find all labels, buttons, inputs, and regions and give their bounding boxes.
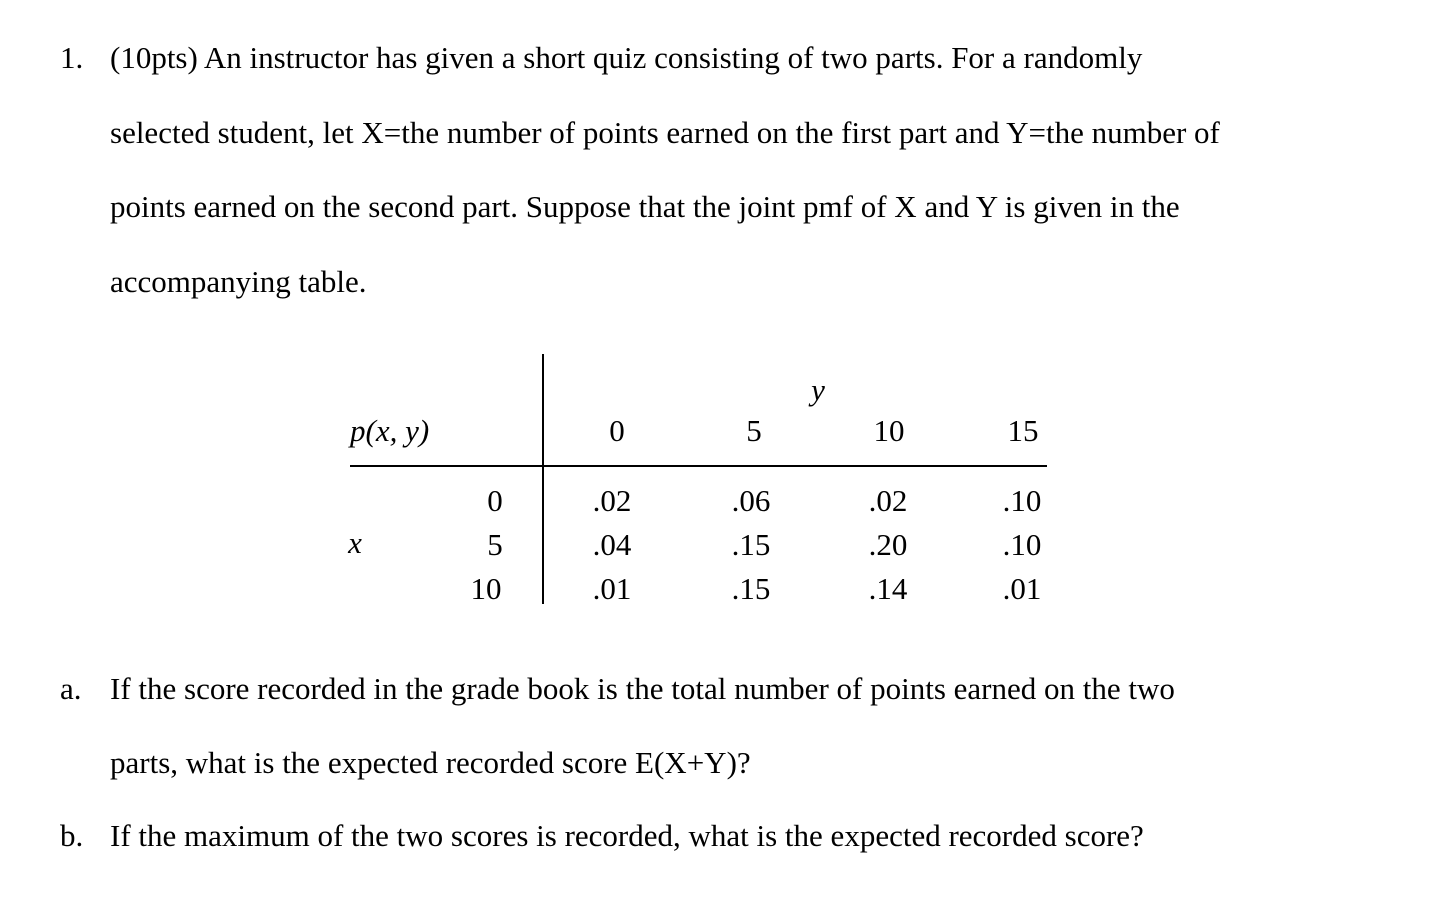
problem-text-line-4: accompanying table. [110,264,367,299]
joint-pmf-table [340,350,1060,610]
table-cell: .01 [592,571,632,606]
problem-text-line-1: (10pts) An instructor has given a short quiz consisting of two parts. For a randomly [110,40,1143,75]
x-value-1: 5 [487,527,503,562]
part-b-line-1: If the maximum of the two scores is recorded, what is the expected recorded score? [110,818,1144,853]
x-value-0: 0 [487,483,503,518]
y-header-1: 5 [746,413,762,448]
table-cell: .02 [592,483,632,518]
part-a-line-2: parts, what is the expected recorded score E(X+Y)? [110,745,751,780]
table-cell: .10 [1002,527,1042,562]
problem-text-line-3: points earned on the second part. Suppose that the joint pmf of X and Y is given in the [110,189,1180,224]
table-cell: .20 [868,527,908,562]
y-header-2: 10 [873,413,905,448]
part-b-label: b. [60,818,84,853]
table-cell: .01 [1002,571,1042,606]
part-a-line-1: If the score recorded in the grade book is the total number of points earned on the two [110,671,1175,706]
table-cell: .15 [731,527,771,562]
column-variable-label: y [811,372,825,407]
part-a-label: a. [60,671,82,706]
row-variable-label: x [348,525,362,560]
table-corner-label: p(x, y) [350,413,430,448]
table-horizontal-rule [350,465,1047,467]
table-cell: .06 [731,483,771,518]
y-header-3: 15 [1007,413,1039,448]
table-vertical-rule [542,354,544,604]
table-cell: .14 [868,571,908,606]
table-cell: .04 [592,527,632,562]
problem-text-line-2: selected student, let X=the number of points earned on the first part and Y=the number of [110,115,1220,150]
y-header-0: 0 [609,413,625,448]
table-cell: .10 [1002,483,1042,518]
x-value-2: 10 [470,571,502,606]
table-cell: .15 [731,571,771,606]
problem-number: 1. [60,40,84,75]
table-cell: .02 [868,483,908,518]
